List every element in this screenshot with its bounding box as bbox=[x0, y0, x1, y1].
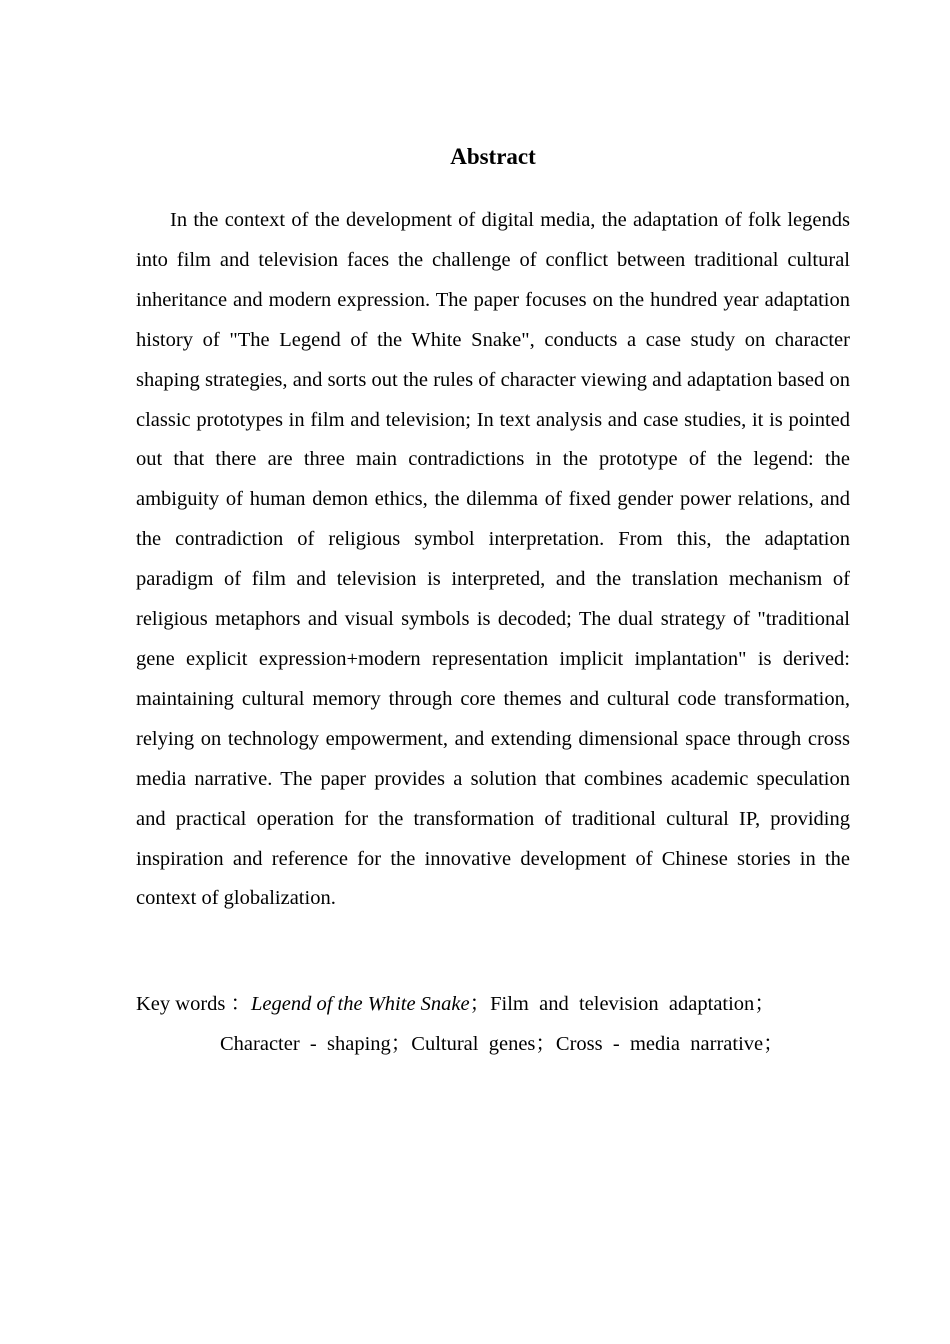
keyword-separator: ； bbox=[754, 993, 775, 1015]
keywords-section bbox=[136, 984, 850, 1064]
keyword-separator: ； bbox=[390, 1033, 412, 1055]
keyword-item: Film and television adaptation bbox=[490, 993, 755, 1015]
keyword-item: Character - shaping bbox=[220, 1033, 391, 1055]
keyword-separator: ； bbox=[469, 993, 491, 1015]
abstract-title: Abstract bbox=[450, 144, 536, 169]
keyword-item: Legend of the White Snake bbox=[251, 993, 470, 1015]
keyword-separator: ； bbox=[763, 1033, 784, 1055]
keywords-line-1 bbox=[136, 984, 850, 1024]
keyword-separator: ； bbox=[535, 1033, 556, 1055]
keyword-item: Cultural genes bbox=[411, 1033, 536, 1055]
abstract-paragraph: In the context of the development of digital media, the adaptation of folk legends into film and television faces the challenge of conflict between traditional cultural inheritance and modern expression. The paper focuses on the hundred year adaptation history of "The Legend of the White Snake", conducts a case study on character shaping strategies, and sorts out the rules of character viewing and adaptation based on classic prototypes in film and television; In text analysis and case studies, it is pointed out that there are three main contradictions in the prototype of the legend: the ambiguity of human demon ethics, the dilemma of fixed gender power relations, and the contradiction of religious symbol interpretation. From this, the adaptation paradigm of film and television is interpreted, and the translation mechanism of religious metaphors and visual symbols is decoded; The dual strategy of "traditional gene explicit expression+modern representation implicit implantation" is derived: maintaining cultural memory through core themes and cultural code transformation, relying on technology empowerment, and extending dimensional space through cross media narrative. The paper provides a solution that combines academic speculation and practical operation for the transformation of traditional cultural IP, providing inspiration and reference for the innovative development of Chinese stories in the context of globalization. bbox=[136, 209, 850, 910]
keywords-label: Key words ： bbox=[136, 993, 252, 1015]
keywords-line-2 bbox=[136, 1024, 850, 1064]
keyword-item: Cross - media narrative bbox=[555, 1033, 764, 1055]
